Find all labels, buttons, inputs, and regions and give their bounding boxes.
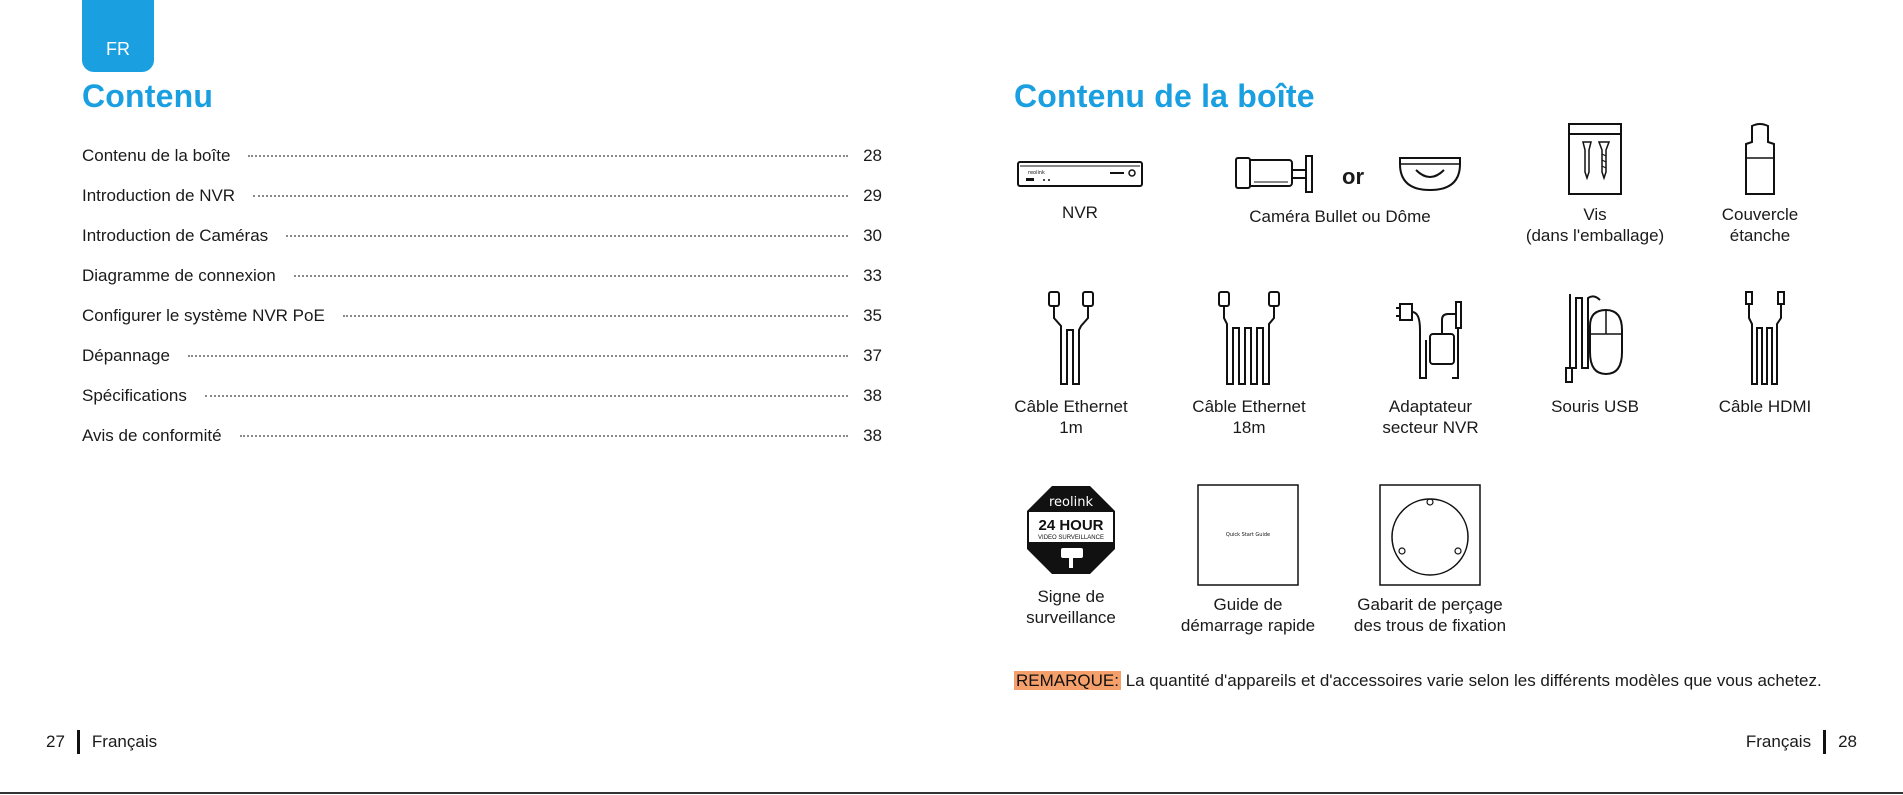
quick-start-guide-icon bbox=[1197, 484, 1299, 586]
item-label: Adaptateur secteur NVR bbox=[1382, 397, 1479, 437]
item-label: Caméra Bullet ou Dôme bbox=[1249, 207, 1431, 226]
toc-entry[interactable] bbox=[82, 386, 882, 426]
toc-entry-page: 37 bbox=[863, 346, 882, 365]
nvr-icon bbox=[1014, 150, 1146, 194]
language-tab bbox=[82, 0, 154, 72]
item-screws bbox=[1505, 122, 1685, 246]
note bbox=[1014, 670, 1834, 692]
surveillance-sign-icon bbox=[1025, 484, 1117, 576]
toc-entry-page: 38 bbox=[863, 386, 882, 405]
dot-leader bbox=[286, 234, 848, 237]
item-ethernet-18m bbox=[1178, 290, 1320, 438]
item-label: Couvercle étanche bbox=[1721, 205, 1799, 245]
footer-language: Français bbox=[91, 732, 158, 751]
footer-divider bbox=[77, 730, 80, 754]
sign-hours-label: 24 HOUR bbox=[1038, 517, 1104, 534]
screws-icon bbox=[1565, 122, 1625, 196]
toc-entry-title: Introduction de NVR bbox=[82, 186, 236, 205]
usb-mouse-icon bbox=[1560, 290, 1630, 388]
item-label: Câble HDMI bbox=[1718, 397, 1812, 416]
toc-entry-title: Introduction de Caméras bbox=[82, 226, 269, 245]
toc-entry-page: 33 bbox=[863, 266, 882, 285]
item-label: Vis (dans l'emballage) bbox=[1525, 205, 1665, 245]
camera-icon bbox=[1210, 150, 1470, 198]
toc-title: Contenu bbox=[82, 78, 214, 114]
item-surveillance-sign bbox=[1000, 484, 1142, 628]
page-number: 28 bbox=[1838, 732, 1857, 751]
toc-entry[interactable] bbox=[82, 266, 882, 306]
toc-entry[interactable] bbox=[82, 186, 882, 226]
toc-entry[interactable] bbox=[82, 426, 882, 466]
toc-entry-page: 29 bbox=[863, 186, 882, 205]
item-drill-template bbox=[1340, 484, 1520, 636]
hdmi-cable-icon bbox=[1740, 290, 1790, 388]
toc-entry[interactable] bbox=[82, 226, 882, 266]
toc-entry-page: 30 bbox=[863, 226, 882, 245]
item-label: Souris USB bbox=[1551, 397, 1639, 416]
toc-entry[interactable] bbox=[82, 306, 882, 346]
footer-right bbox=[1746, 730, 1857, 754]
dot-leader bbox=[343, 314, 848, 317]
toc-entry-title: Diagramme de connexion bbox=[82, 266, 276, 285]
footer-divider bbox=[1823, 730, 1826, 754]
item-power-adapter bbox=[1358, 290, 1503, 438]
toc-entry-title: Contenu de la boîte bbox=[82, 146, 231, 165]
item-label: Signe de surveillance bbox=[1026, 587, 1116, 627]
language-tab-label: FR bbox=[106, 39, 130, 59]
item-label: Guide de démarrage rapide bbox=[1180, 595, 1316, 635]
item-waterproof-cover bbox=[1680, 122, 1840, 246]
item-usb-mouse bbox=[1530, 290, 1660, 417]
power-adapter-icon bbox=[1396, 290, 1466, 388]
sign-brand-label: reolink bbox=[1048, 495, 1094, 510]
toc-entry-page: 38 bbox=[863, 426, 882, 445]
ethernet-cable-icon bbox=[1041, 290, 1101, 388]
toc-entry-page: 35 bbox=[863, 306, 882, 325]
or-label: or bbox=[1342, 164, 1364, 189]
item-label: Câble Ethernet 18m bbox=[1192, 397, 1306, 437]
item-quick-start-guide bbox=[1168, 484, 1328, 636]
sign-sub-label: VIDEO SURVEILLANCE bbox=[1038, 535, 1104, 541]
toc-entry[interactable] bbox=[82, 146, 882, 186]
bottom-rule bbox=[0, 792, 1903, 794]
nvr-brand-label: reolink bbox=[1028, 170, 1045, 176]
toc-entry-page: 28 bbox=[863, 146, 882, 165]
toc-entry-title: Spécifications bbox=[82, 386, 187, 405]
item-ethernet-1m bbox=[1000, 290, 1142, 438]
note-label: REMARQUE: bbox=[1016, 671, 1119, 690]
toc-entry-title: Configurer le système NVR PoE bbox=[82, 306, 325, 325]
toc-entry-title: Avis de conformité bbox=[82, 426, 222, 445]
item-camera bbox=[1200, 150, 1480, 227]
dot-leader bbox=[294, 274, 848, 277]
note-text: La quantité d'appareils et d'accessoires varie selon les différents modèles que vous achetez. bbox=[1120, 671, 1822, 690]
toc-entry[interactable] bbox=[82, 346, 882, 386]
footer-language: Français bbox=[1745, 732, 1812, 751]
box-contents-title: Contenu de la boîte bbox=[1014, 78, 1315, 114]
item-label: NVR bbox=[1062, 203, 1098, 222]
footer-left bbox=[46, 730, 157, 754]
dot-leader bbox=[253, 194, 848, 197]
table-of-contents bbox=[82, 146, 882, 466]
ethernet-cable-icon bbox=[1213, 290, 1285, 388]
waterproof-cover-icon bbox=[1740, 122, 1780, 196]
dot-leader bbox=[205, 394, 848, 397]
drill-template-icon bbox=[1379, 484, 1481, 586]
guide-cover-text: Quick Start Guide bbox=[1225, 532, 1271, 538]
dot-leader bbox=[240, 434, 848, 437]
dot-leader bbox=[248, 154, 848, 157]
item-label: Gabarit de perçage des trous de fixation bbox=[1353, 595, 1507, 635]
item-hdmi-cable bbox=[1700, 290, 1830, 417]
toc-entry-title: Dépannage bbox=[82, 346, 170, 365]
dot-leader bbox=[188, 354, 848, 357]
item-label: Câble Ethernet 1m bbox=[1014, 397, 1128, 437]
page-number: 27 bbox=[46, 732, 65, 751]
item-nvr bbox=[1010, 150, 1150, 223]
